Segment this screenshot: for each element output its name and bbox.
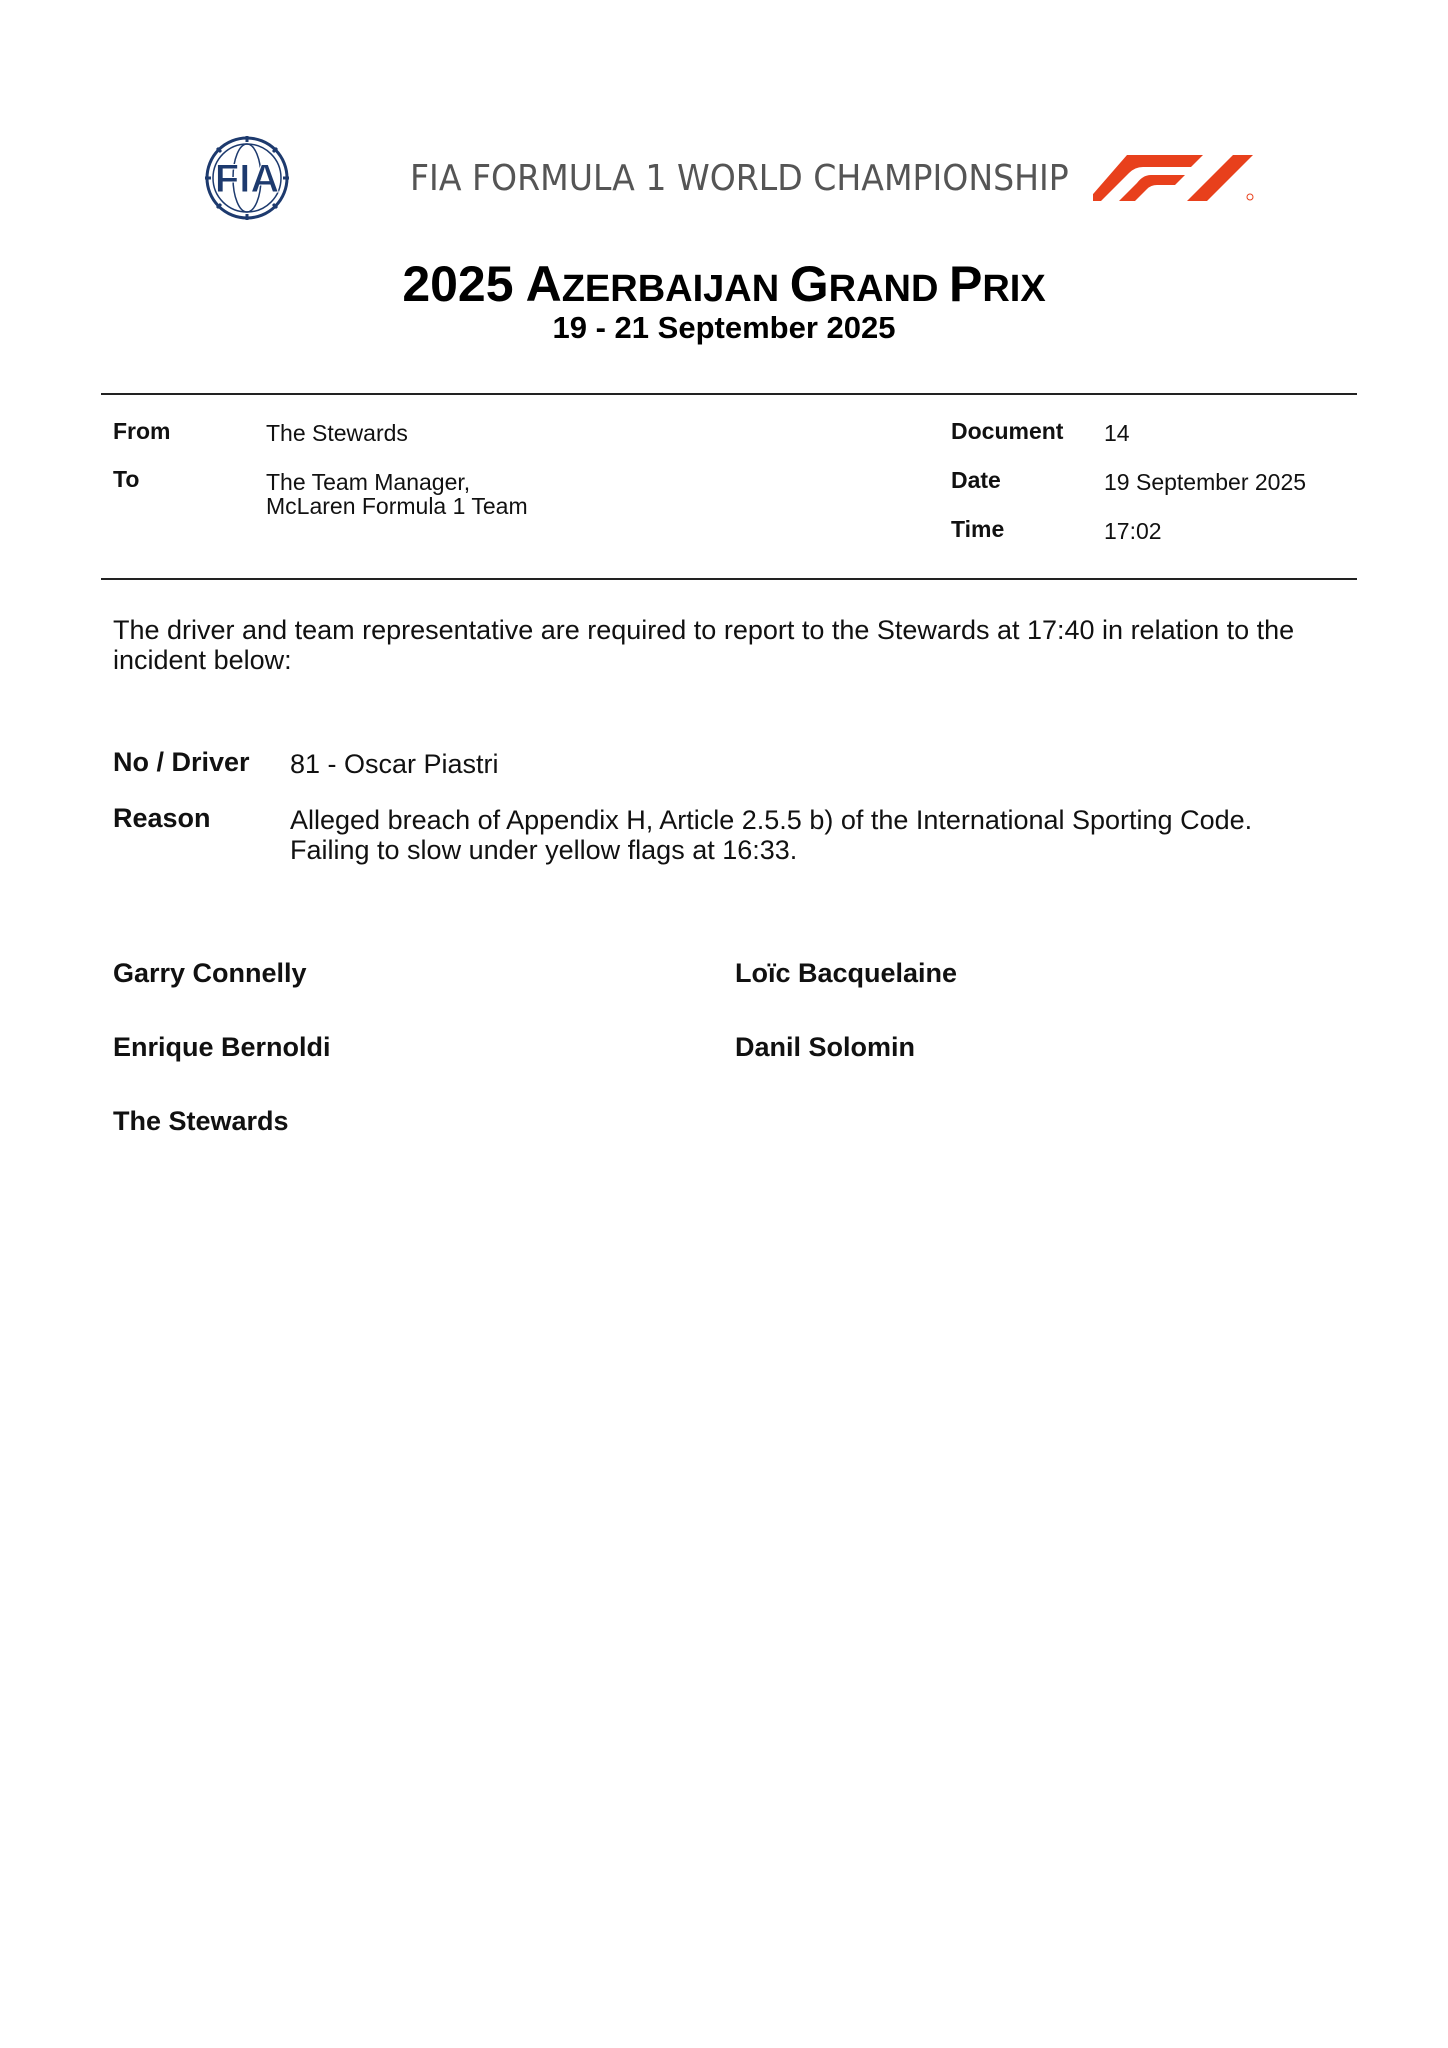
driver-value: 81 - Oscar Piastri bbox=[290, 749, 499, 779]
time-label: Time bbox=[951, 516, 1005, 542]
summons-intro: The driver and team representative are required to report to the Stewards at 17:40 in relation to the incident below: bbox=[113, 615, 1295, 675]
event-year: 2025 bbox=[402, 256, 514, 312]
steward-name: Loïc Bacquelaine bbox=[735, 958, 958, 988]
divider-top bbox=[101, 393, 1357, 395]
driver-label: No / Driver bbox=[113, 747, 250, 777]
fia-logo bbox=[185, 135, 308, 221]
championship-title: FIA FORMULA 1 WORLD CHAMPIONSHIP bbox=[410, 158, 1069, 199]
event-dates: 19 - 21 September 2025 bbox=[552, 310, 896, 345]
signature-line: The Stewards bbox=[113, 1106, 289, 1136]
from-value: The Stewards bbox=[266, 420, 408, 446]
date-value: 19 September 2025 bbox=[1104, 469, 1307, 495]
from-label: From bbox=[113, 418, 171, 444]
steward-name: Garry Connelly bbox=[113, 958, 307, 988]
steward-name: Danil Solomin bbox=[735, 1032, 916, 1062]
reason-label: Reason bbox=[113, 803, 211, 833]
reason-line-2: Failing to slow under yellow flags at 16:33. bbox=[290, 835, 798, 865]
event-title bbox=[0, 255, 1448, 313]
reason-line-1: Alleged breach of Appendix H, Article 2.5.5 b) of the International Sporting Code. bbox=[290, 805, 1253, 835]
to-label: To bbox=[113, 466, 140, 492]
document-label: Document bbox=[951, 418, 1064, 444]
document-value: 14 bbox=[1104, 420, 1130, 446]
reason-value bbox=[290, 805, 1340, 865]
to-value bbox=[266, 470, 528, 518]
steward-name: Enrique Bernoldi bbox=[113, 1032, 331, 1062]
event-name: AZERBAIJAN GRAND PRIX bbox=[525, 256, 1046, 312]
to-value-line-1: The Team Manager, bbox=[266, 469, 471, 495]
time-value: 17:02 bbox=[1104, 518, 1162, 544]
svg-text:FIA: FIA bbox=[214, 157, 280, 201]
divider-bottom bbox=[101, 578, 1357, 580]
date-label: Date bbox=[951, 467, 1001, 493]
f1-logo bbox=[1093, 153, 1271, 203]
to-value-line-2: McLaren Formula 1 Team bbox=[266, 493, 528, 519]
